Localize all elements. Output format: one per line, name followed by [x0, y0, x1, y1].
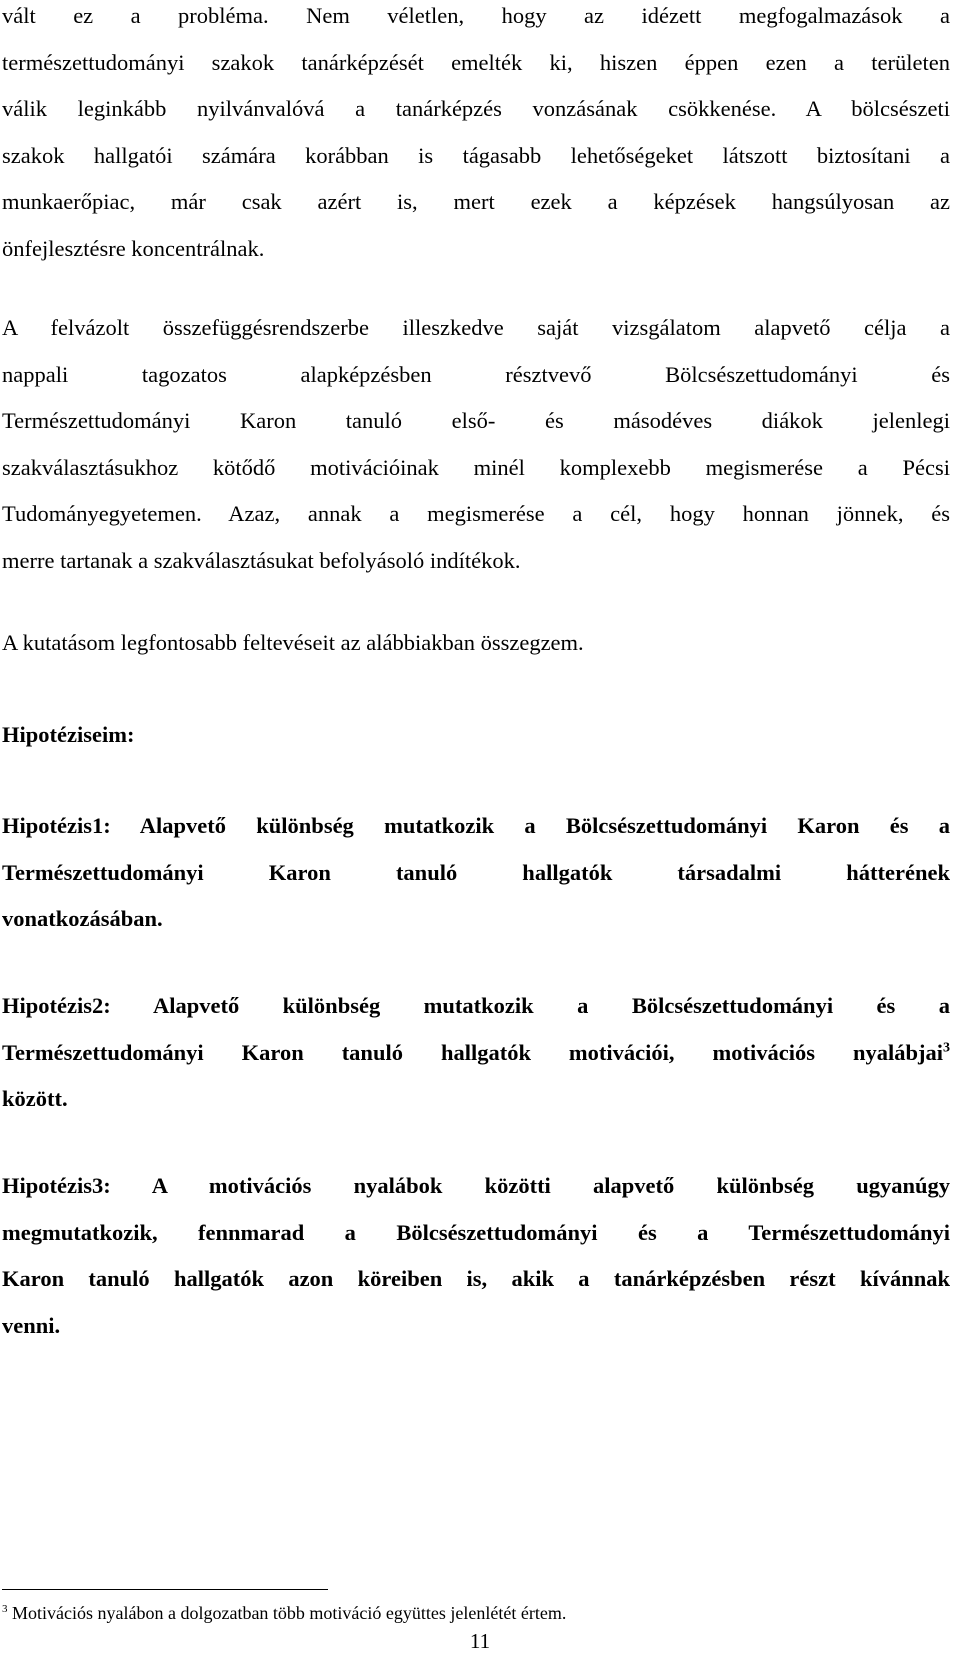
text-line: Hipotézis3: A motivációs nyalábok közötti alapvető különbség ugyanúgy	[2, 1173, 950, 1198]
hypothesis-2	[2, 983, 950, 1123]
footnote-separator	[2, 1589, 328, 1590]
text-line: Természettudományi Karon tanuló hallgatók társadalmi hátterének	[2, 859, 950, 885]
text-line: Hipotézis1: Alapvető különbség mutatkozik a Bölcsészettudományi Karon és a	[2, 813, 950, 838]
text-line: megmutatkozik, fennmarad a Bölcsészettudományi és a Természettudományi	[2, 1219, 950, 1245]
hypothesis-1	[2, 803, 950, 943]
text-line: szakválasztásukhoz kötődő motivációinak minél komplexebb megismerése a Pécsi	[2, 454, 950, 480]
text-line	[2, 1030, 950, 1077]
text-line: A felvázolt összefüggésrendszerbe illeszkedve saját vizsgálatom alapvető célja a	[2, 315, 950, 340]
footnote	[2, 1600, 942, 1626]
paragraph-3	[2, 620, 950, 667]
text-line: vonatkozásában.	[2, 906, 163, 931]
text-line: válik leginkább nyilvánvalóvá a tanárképzés vonzásának csökkenése. A bölcsészeti	[2, 96, 950, 121]
footnote-number: 3	[2, 1603, 8, 1615]
text-line: vált ez a probléma. Nem véletlen, hogy az idézett megfogalmazások a	[2, 3, 950, 28]
text-line: A kutatásom legfontosabb feltevéseit az alábbiakban összegzem.	[2, 630, 584, 655]
text-segment: Természettudományi Karon tanuló hallgatók motivációi, motivációs nyalábjai	[2, 1039, 943, 1065]
text-line: venni.	[2, 1312, 61, 1338]
text-line: nappali tagozatos alapképzésben résztvevő Bölcsészettudományi és	[2, 361, 950, 387]
text-line: között.	[2, 1086, 68, 1111]
hypothesis-3	[2, 1163, 950, 1349]
text-line: szakok hallgatói számára korábban is tágasabb lehetőségeket látszott biztosítani a	[2, 142, 950, 168]
footnote-text: Motivációs nyalábon a dolgozatban több motiváció együttes jelenlétét értem.	[12, 1603, 567, 1623]
footnote-reference[interactable]: 3	[943, 1040, 950, 1055]
text-line: természettudományi szakok tanárképzését emelték ki, hiszen éppen ezen a területen	[2, 49, 950, 75]
hypotheses-heading	[2, 712, 950, 759]
text-line: Karon tanuló hallgatók azon köreiben is, akik a tanárképzésben részt kívánnak	[2, 1266, 950, 1291]
text-line: merre tartanak a szakválasztásukat befolyásoló indítékok.	[2, 547, 521, 573]
page-number: 11	[469, 1629, 491, 1653]
paragraph-2	[2, 305, 950, 584]
text-line: munkaerőpiac, már csak azért is, mert ezek a képzések hangsúlyosan az	[2, 189, 950, 214]
paragraph-1	[2, 0, 950, 272]
text-line: önfejlesztésre koncentrálnak.	[2, 235, 265, 261]
text-line: Természettudományi Karon tanuló első- és másodéves diákok jelenlegi	[2, 408, 950, 433]
text-line: Tudományegyetemen. Azaz, annak a megismerése a cél, hogy honnan jönnek, és	[2, 501, 950, 526]
heading-text: Hipotéziseim:	[2, 722, 135, 747]
text-line: Hipotézis2: Alapvető különbség mutatkozik a Bölcsészettudományi és a	[2, 993, 950, 1018]
